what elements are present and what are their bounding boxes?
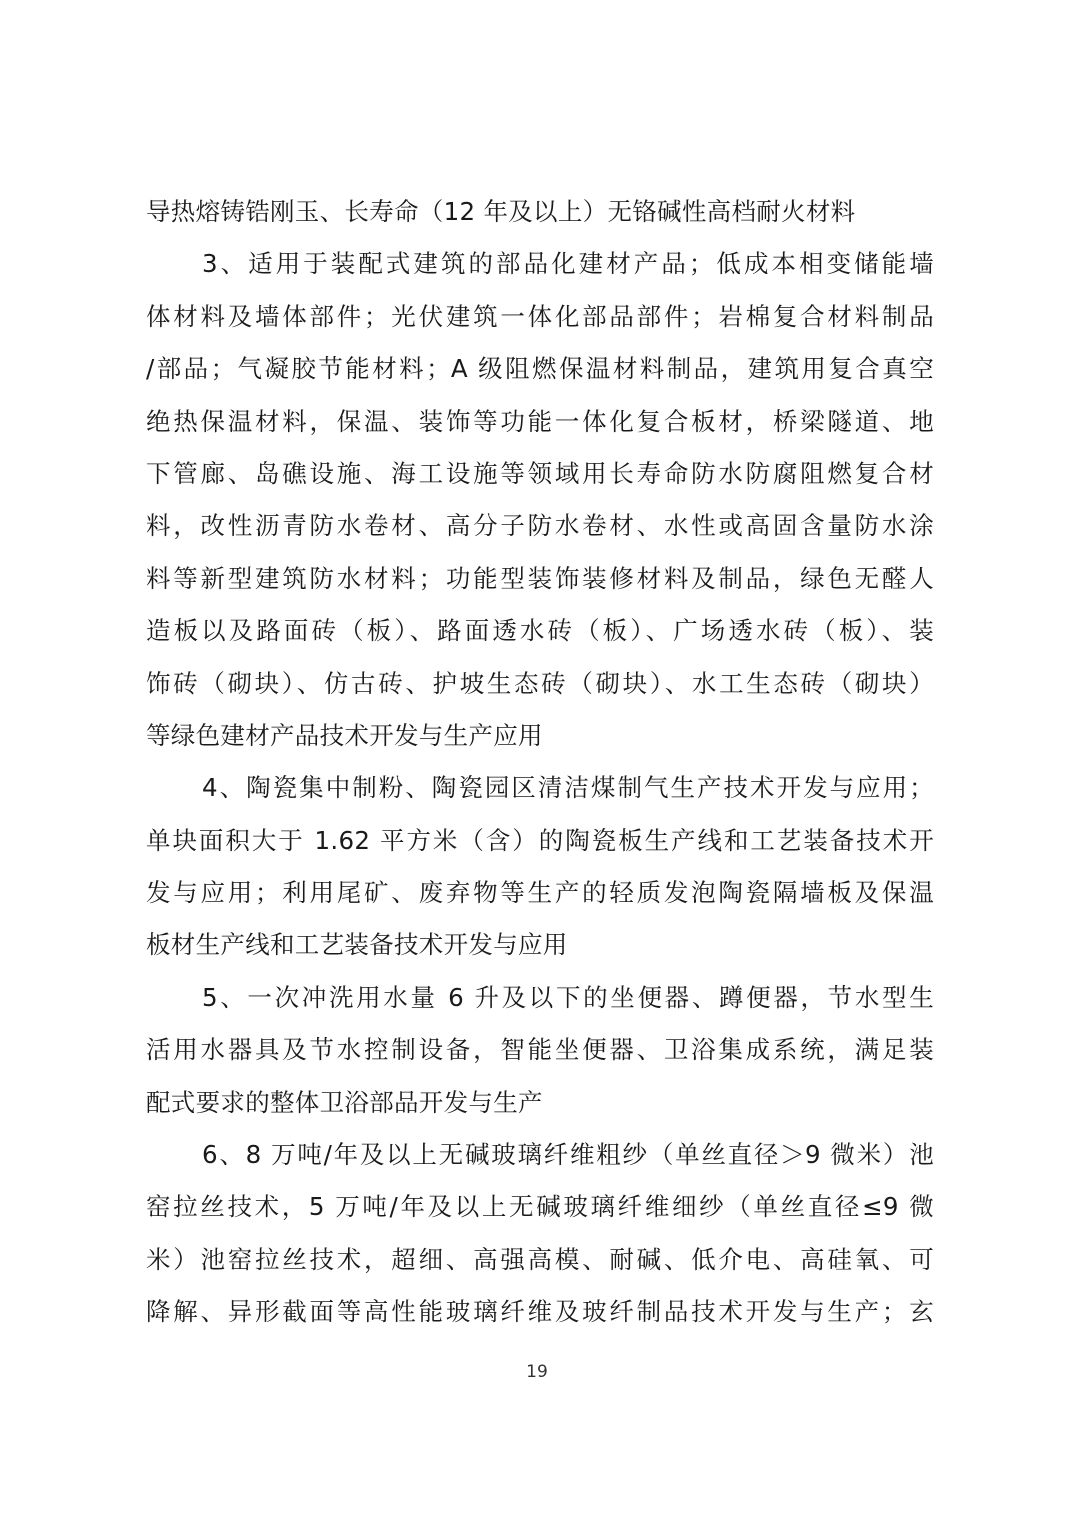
text-line: 米）池窑拉丝技术，超细、高强高模、耐碱、低介电、高硅氧、可: [146, 1244, 934, 1274]
document-body: [146, 186, 934, 1339]
text-line: 造板以及路面砖（板）、路面透水砖（板）、广场透水砖（板）、装: [146, 616, 934, 646]
text-line: 单块面积大于 1.62 平方米（含）的陶瓷板生产线和工艺装备技术开: [146, 825, 934, 855]
text-line: 降解、异形截面等高性能玻璃纤维及玻纤制品技术开发与生产；玄: [146, 1297, 934, 1327]
text-line: 饰砖（砌块）、仿古砖、护坡生态砖（砌块）、水工生态砖（砌块）: [146, 668, 934, 698]
text-line: 4、陶瓷集中制粉、陶瓷园区清洁煤制气生产技术开发与应用；: [202, 773, 934, 803]
text-line: 5、一次冲洗用水量 6 升及以下的坐便器、蹲便器，节水型生: [202, 982, 934, 1012]
text-line: 料，改性沥青防水卷材、高分子防水卷材、水性或高固含量防水涂: [146, 511, 934, 541]
text-line: 导热熔铸锆刚玉、长寿命（12 年及以上）无铬碱性高档耐火材料: [146, 197, 856, 226]
text-line: 等绿色建材产品技术开发与生产应用: [146, 720, 543, 750]
text-line: 6、8 万吨/年及以上无碱玻璃纤维粗纱（单丝直径＞9 微米）池: [202, 1140, 934, 1170]
text-line: 3、适用于装配式建筑的部品化建材产品；低成本相变储能墙: [202, 249, 934, 279]
text-line: /部品；气凝胶节能材料；A 级阻燃保温材料制品，建筑用复合真空: [146, 354, 934, 384]
text-line: 体材料及墙体部件；光伏建筑一体化部品部件；岩棉复合材料制品: [146, 301, 934, 331]
text-line: 窑拉丝技术，5 万吨/年及以上无碱玻璃纤维细纱（单丝直径≤9 微: [146, 1192, 934, 1222]
text-line: 绝热保温材料，保温、装饰等功能一体化复合板材，桥梁隧道、地: [146, 406, 934, 436]
text-line: 料等新型建筑防水材料；功能型装饰装修材料及制品，绿色无醛人: [146, 563, 934, 593]
page-number: 19: [526, 1362, 548, 1382]
text-line: 活用水器具及节水控制设备，智能坐便器、卫浴集成系统，满足装: [146, 1035, 934, 1065]
text-line: 下管廊、岛礁设施、海工设施等领域用长寿命防水防腐阻燃复合材: [146, 458, 934, 488]
text-line: 板材生产线和工艺装备技术开发与应用: [146, 930, 568, 960]
text-line: 配式要求的整体卫浴部品开发与生产: [146, 1087, 543, 1117]
text-line: 发与应用；利用尾矿、废弃物等生产的轻质发泡陶瓷隔墙板及保温: [146, 878, 934, 908]
